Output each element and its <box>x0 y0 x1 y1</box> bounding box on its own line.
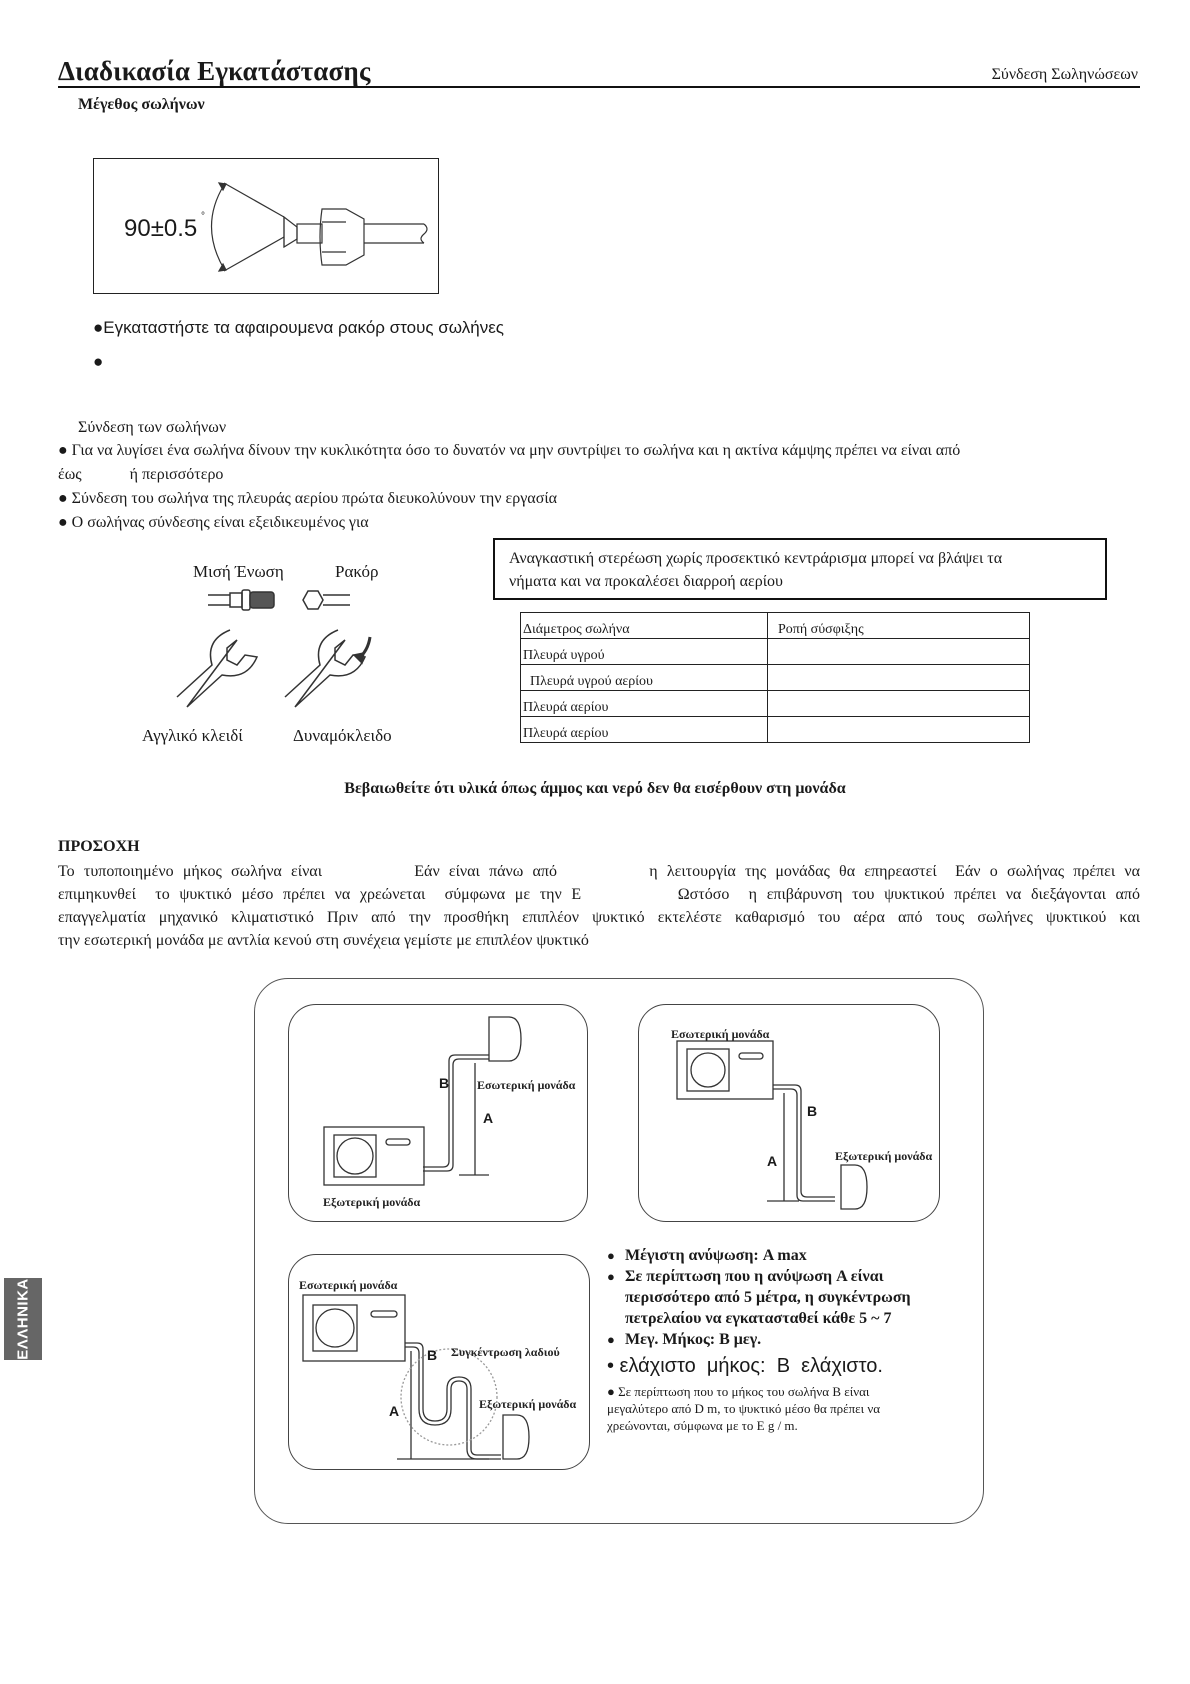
table-row <box>521 639 1030 665</box>
row-value <box>768 691 1030 717</box>
label-a: A <box>767 1153 778 1169</box>
label-b: B <box>439 1075 450 1091</box>
label-a: A <box>483 1110 494 1126</box>
flare-diagram <box>93 158 439 294</box>
caution-line: την εσωτερική μονάδα με αντλία κενού στη συνέχεια γεμίστε με επιπλέον ψυκτικό <box>58 932 589 949</box>
label-a: A <box>389 1403 400 1419</box>
caution-heading: ΠΡΟΣΟΧΗ <box>58 838 140 855</box>
header-tightening-torque: Ροπή σύσφιξης <box>768 613 1030 639</box>
row-label: Πλευρά αερίου <box>521 717 768 743</box>
wrench-illustration-icon <box>160 585 400 735</box>
header-pipe-diameter: Διάμετρος σωλήνα <box>521 613 768 639</box>
torque-wrench-label: Δυναμόκλειδο <box>293 726 392 745</box>
spanner-label: Αγγλικό κλειδί <box>142 726 243 745</box>
caution-line: επαγγελματία μηχανικό κλιματιστικό Πριν από την προσθήκη επιπλέον ψυκτικό εκτελέστε καθαρισμό του αέρα από τους σωλήνες ψυκτικού και <box>58 909 1140 926</box>
warning-line-1: Αναγκαστική στερέωση χωρίς προσεκτικό κεντράρισμα μπορεί να βλάψει τα <box>509 550 1003 567</box>
note-max-lift: ● Μέγιστη ανύψωση: A max <box>607 1245 947 1266</box>
table-header-row <box>521 613 1030 639</box>
table-row <box>521 691 1030 717</box>
label-b: B <box>807 1103 818 1119</box>
note-extra-charge: ● Σε περίπτωση που το μήκος του σωλήνα B είναι μεγαλύτερο από D m, το ψυκτικό μέσο θα πρέπει να χρεώνονται, σύμφωνα με το E g / m. <box>607 1384 881 1433</box>
caution-body <box>58 860 1140 952</box>
connection-bullet-bend: ● Για να λυγίσει ένα σωλήνα δίνουν την κυκλικότητα όσο το δυνατόν να μην συντρίψει το σωλήνα και η ακτίνα κάμψης πρέπει να είναι από <box>58 442 961 459</box>
row-value <box>768 639 1030 665</box>
flare-angle-label: 90±0.5 <box>124 215 198 242</box>
note-oil-trap: ● Σε περίπτωση που η ανύψωση A είναι περισσότερο από 5 μέτρα, η συγκέντρωση πετρελαίου να εγκατασταθεί κάθε 5 ~ 7 <box>607 1266 947 1329</box>
language-label: ΕΛΛΗΝΙΚΑ <box>14 1278 32 1360</box>
diagram-oil-trap <box>288 1254 590 1470</box>
connection-heading: Σύνδεση των σωλήνων <box>78 419 227 436</box>
pipe-size-heading: Μέγεθος σωλήνων <box>78 96 205 113</box>
row-value <box>768 665 1030 691</box>
outdoor-unit-label: Εξωτερική μονάδα <box>323 1195 421 1209</box>
outdoor-unit-label: Εξωτερική μονάδα <box>479 1397 577 1411</box>
diagram-outdoor-below <box>288 1004 588 1222</box>
section-title: Σύνδεση Σωληνώσεων <box>991 66 1138 83</box>
pipe-diagram-1-icon <box>289 1005 589 1223</box>
indoor-unit-label: Εσωτερική μονάδα <box>477 1078 576 1092</box>
page-title: Διαδικασία Εγκατάστασης <box>58 56 371 86</box>
caution-line: Το τυποποιημένο μήκος σωλήνα είναι Εάν είναι πάνω από η λειτουργία της μονάδας θα επηρεαστεί Εάν ο σωλήνας πρέπει να <box>58 863 1140 880</box>
row-label: Πλευρά αερίου <box>521 691 768 717</box>
connection-bullet-gas-side: ● Σύνδεση του σωλήνα της πλευράς αερίου πρώτα διευκολύνουν την εργασία <box>58 490 557 507</box>
table-row <box>521 665 1030 691</box>
degree-symbol: ° <box>201 211 205 222</box>
flare-nut-label: Ρακόρ <box>335 562 379 581</box>
note-max-length: ● Μεγ. Μήκος: B μεγ. <box>607 1329 947 1350</box>
row-label: Πλευρά υγρού <box>521 639 768 665</box>
indoor-unit-label: Εσωτερική μονάδα <box>299 1278 398 1292</box>
bullet-install-flare-nuts: ●Εγκαταστήστε τα αφαιρουμενα ρακόρ στους σωλήνες <box>93 318 504 337</box>
flare-nut-drawing-icon <box>94 159 438 293</box>
diagram-outdoor-above <box>638 1004 940 1222</box>
warning-line-2: νήματα και να προκαλέσει διαρροή αερίου <box>509 573 783 590</box>
table-row <box>521 717 1030 743</box>
oil-trap-label: Συγκέντρωση λαδιού <box>451 1345 560 1359</box>
row-value <box>768 717 1030 743</box>
header-divider <box>58 86 1140 88</box>
note-min-length: • ελάχιστο μήκος: B ελάχιστο. <box>607 1355 883 1377</box>
bullet-empty: ● <box>93 352 104 371</box>
installation-notes <box>607 1245 947 1434</box>
torque-table <box>520 612 1030 743</box>
label-b: B <box>427 1347 438 1363</box>
half-union-label: Μισή Ένωση <box>193 562 284 581</box>
notice-text: Βεβαιωθείτε ότι υλικά όπως άμμος και νερό δεν θα εισέρθουν στη μονάδα <box>344 780 846 797</box>
outdoor-unit-label: Εξωτερική μονάδα <box>835 1149 933 1163</box>
connection-bullet-bend-cont: έως ή περισσότερο <box>58 466 224 483</box>
caution-line: επιμηκυνθεί το ψυκτικό μέσο πρέπει να χρεώνεται σύμφωνα με την Ε Ωστόσο η επιβάρυνση του ψυκτικού πρέπει να διεξάγονται από <box>58 886 1140 903</box>
warning-box <box>493 538 1107 600</box>
language-side-tab <box>4 1278 42 1360</box>
indoor-unit-label: Εσωτερική μονάδα <box>671 1027 770 1041</box>
row-label: Πλευρά υγρού αερίου <box>521 665 768 691</box>
connection-bullet-specialized: ● Ο σωλήνας σύνδεσης είναι εξειδικευμένος για <box>58 514 369 531</box>
